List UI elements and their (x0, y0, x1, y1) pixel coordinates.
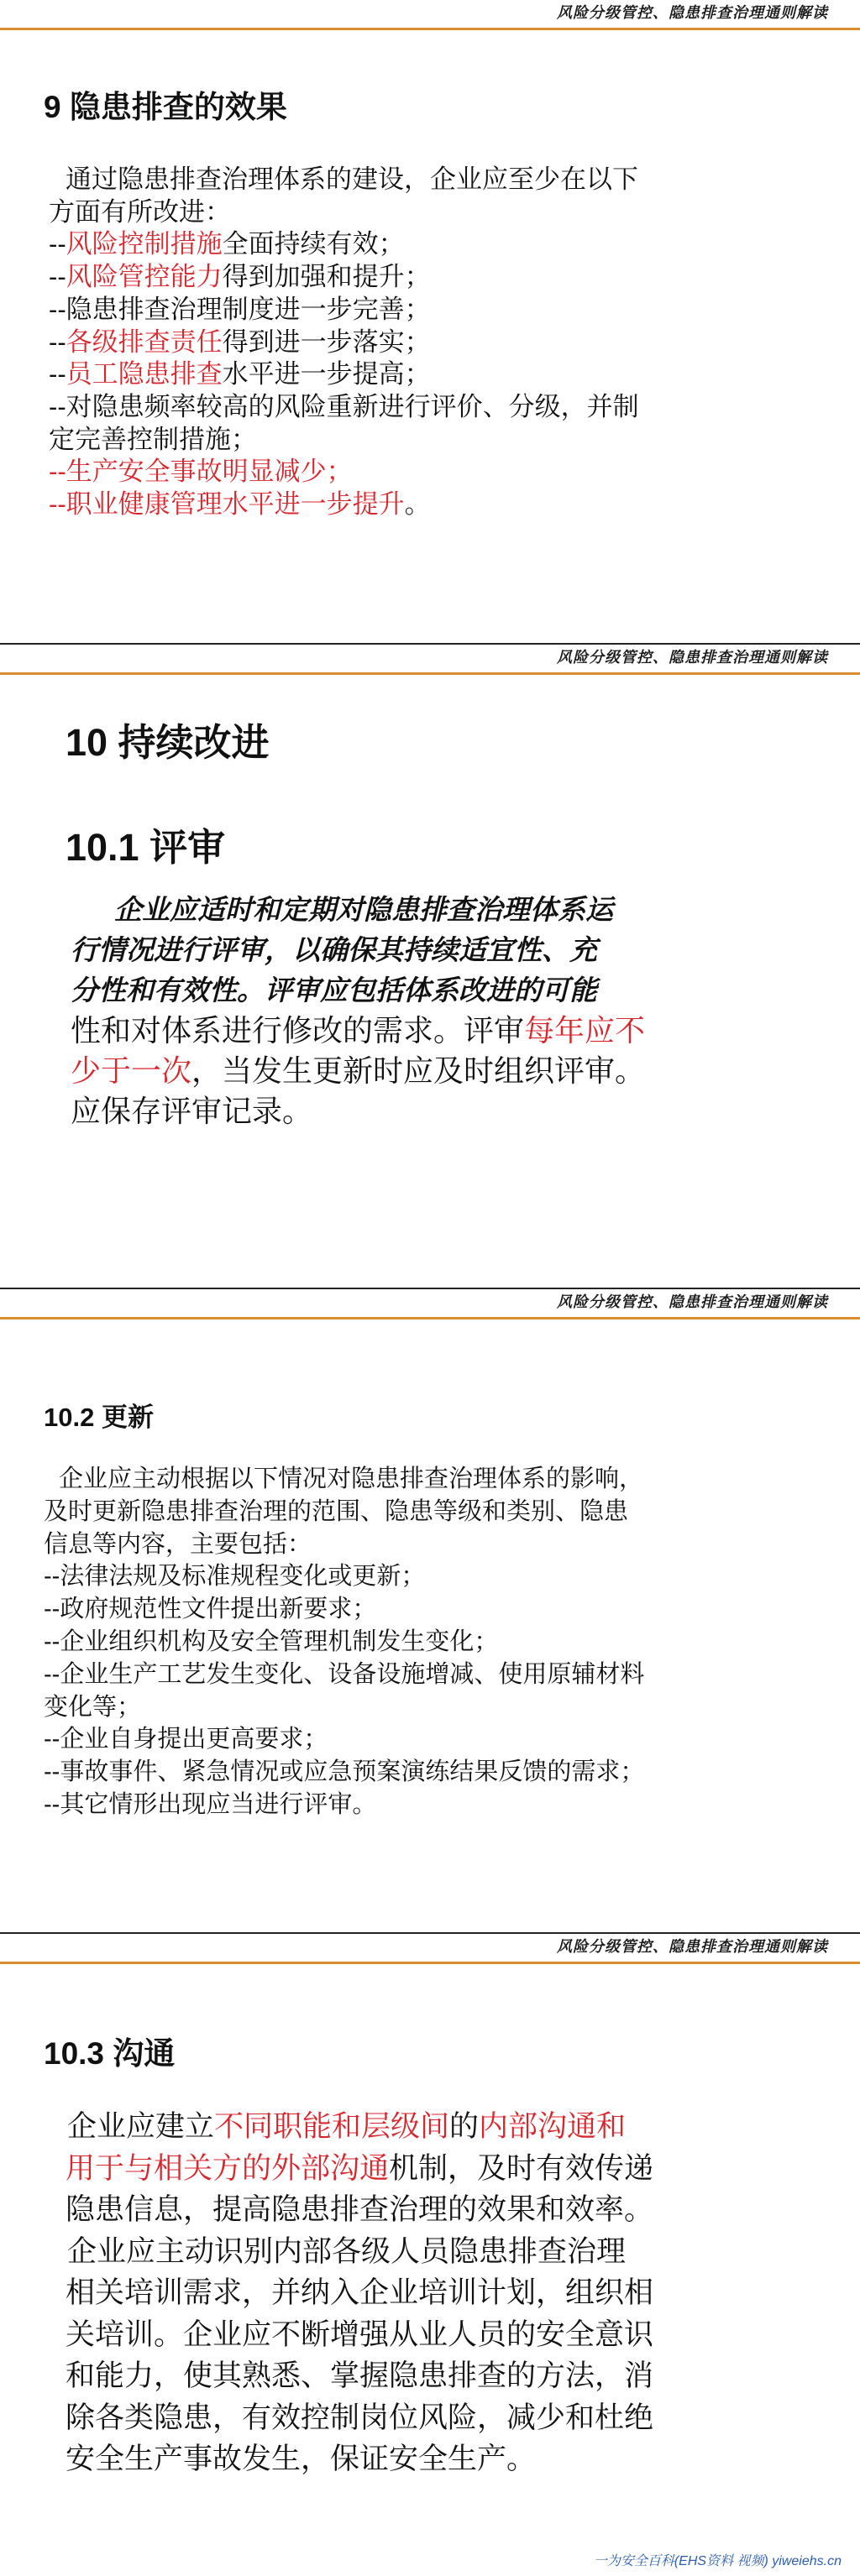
highlight-text: --生产安全事故明显减少； (49, 457, 353, 487)
slide-2 (0, 645, 860, 1289)
section-title: 10.3 沟通 (44, 2036, 176, 2071)
plain-text: 应保存评审记录。 (71, 1094, 313, 1128)
plain-text: 变化等； (44, 1693, 142, 1721)
slide-3 (0, 1289, 860, 1934)
slide-1 (0, 0, 860, 645)
plain-text: 信息等内容，主要包括： (44, 1530, 312, 1558)
plain-text: --事故事件、紧急情况或应急预案演练结果反馈的需求； (44, 1758, 645, 1786)
text-line (49, 164, 639, 196)
slide-header: 风险分级管控、隐患排查治理通则解读 (0, 1289, 860, 1319)
text-line (71, 890, 645, 930)
slide-4 (0, 1934, 860, 2576)
plain-text: ，当发生更新时应及时组织评审。 (191, 1053, 646, 1088)
plain-text: 方面有所改进： (49, 196, 231, 227)
plain-text: --对隐患频率较高的风险重新进行评价、分级，并制 (49, 391, 639, 421)
plain-text: 的 (449, 2110, 480, 2143)
plain-text: 得到进一步落实； (222, 327, 431, 357)
text-line (66, 2355, 653, 2397)
section-title: 10 持续改进 (66, 721, 270, 764)
text-line (66, 2148, 653, 2190)
plain-text: -- (49, 327, 66, 357)
highlight-text: 员工隐患排查 (66, 359, 223, 389)
plain-text: 企业应主动识别内部各级人员隐患排查治理 (67, 2234, 627, 2268)
text-line (66, 2397, 653, 2439)
body-text (44, 1463, 644, 1821)
text-line (66, 2438, 653, 2480)
text-line (66, 2231, 653, 2273)
text-line (49, 228, 639, 261)
highlight-text: 每年应不 (524, 1013, 646, 1048)
text-line (49, 391, 639, 424)
plain-text: 得到加强和提升； (222, 262, 431, 292)
plain-text: --企业自身提出更高要求； (44, 1726, 328, 1753)
plain-text: 安全生产事故发生，保证安全生产。 (66, 2443, 537, 2475)
plain-text: 通过隐患排查治理体系的建设，企业应至少在以下 (66, 165, 638, 194)
text-line (71, 1091, 645, 1131)
highlight-text: --职业健康管理水平进一步提升 (49, 489, 405, 520)
highlight-text: 风险控制措施 (66, 229, 223, 259)
body-text (49, 164, 639, 521)
highlight-text: 内部沟通和 (479, 2110, 627, 2143)
text-line (66, 2189, 653, 2231)
plain-text: 分性和有效性。评审应包括体系改进的可能 (71, 974, 597, 1006)
text-line (44, 1463, 644, 1496)
plain-text: 隐患信息，提高隐患排查治理的效果和效率。 (66, 2193, 654, 2226)
text-line (66, 2106, 653, 2148)
plain-text: --企业组织机构及安全管理机制发生变化； (44, 1628, 499, 1655)
text-line (66, 2272, 653, 2314)
plain-text: 行情况进行评审，以确保其持续适宜性、充 (71, 933, 597, 966)
plain-text: 相关培训需求，并纳入企业培训计划，组织相 (66, 2276, 654, 2309)
plain-text: 。 (404, 489, 431, 520)
plain-text: 定完善控制措施； (49, 424, 257, 454)
plain-text: --其它情形出现应当进行评审。 (44, 1790, 377, 1818)
section-title: 10.2 更新 (44, 1403, 154, 1432)
text-line (71, 970, 645, 1011)
plain-text: -- (49, 262, 66, 292)
text-line (49, 358, 639, 391)
text-line (44, 1691, 644, 1724)
text-line (44, 1593, 644, 1626)
plain-text: --隐患排查治理制度进一步完善； (49, 294, 431, 324)
plain-text: 性和对体系进行修改的需求。评审 (71, 1013, 525, 1048)
text-line (44, 1528, 644, 1561)
plain-text: 除各类隐患，有效控制岗位风险，减少和杜绝 (66, 2401, 654, 2434)
plain-text: 企业应建立 (67, 2110, 215, 2143)
plain-text: --企业生产工艺发生变化、设备设施增减、使用原辅材料 (44, 1660, 645, 1688)
section-subtitle: 10.1 评审 (66, 826, 226, 869)
plain-text: 机制，及时有效传递 (389, 2151, 654, 2185)
text-line (49, 261, 639, 294)
body-text (66, 2106, 653, 2480)
section-title: 9 隐患排查的效果 (44, 90, 287, 124)
text-line (44, 1626, 644, 1659)
text-line (71, 930, 645, 970)
highlight-text: 风险管控能力 (66, 262, 223, 292)
text-line (66, 2314, 653, 2356)
text-line (49, 196, 639, 229)
highlight-text: 用于与相关方的外部沟通 (66, 2151, 390, 2185)
text-line (71, 1011, 645, 1051)
plain-text: -- (49, 229, 66, 259)
text-line (44, 1723, 644, 1756)
text-line (44, 1756, 644, 1789)
slide-header: 风险分级管控、隐患排查治理通则解读 (0, 0, 860, 30)
highlight-text: 少于一次 (71, 1053, 192, 1088)
text-line (49, 294, 639, 327)
plain-text: --法律法规及标准规程变化或更新； (44, 1563, 426, 1591)
slide-header: 风险分级管控、隐患排查治理通则解读 (0, 1934, 860, 1964)
body-text (71, 890, 645, 1131)
plain-text: --政府规范性文件提出新要求； (44, 1596, 377, 1623)
text-line (49, 424, 639, 457)
plain-text: 企业应适时和定期对隐患排查治理体系运 (114, 893, 613, 926)
plain-text: 及时更新隐患排查治理的范围、隐患等级和类别、隐患 (44, 1497, 629, 1525)
slide-header: 风险分级管控、隐患排查治理通则解读 (0, 645, 860, 675)
text-line (44, 1789, 644, 1821)
plain-text: 全面持续有效； (222, 229, 405, 259)
highlight-text: 各级排查责任 (66, 327, 223, 357)
text-line (49, 456, 639, 489)
plain-text: 企业应主动根据以下情况对隐患排查治理体系的影响， (59, 1466, 644, 1492)
footer-watermark: 一为安全百科(EHS资料 视频) yiweiehs.cn (593, 2554, 842, 2568)
plain-text: -- (49, 359, 66, 389)
plain-text: 水平进一步提高； (222, 359, 431, 389)
text-line (49, 327, 639, 359)
plain-text: 关培训。企业应不断增强从业人员的安全意识 (66, 2317, 654, 2351)
text-line (44, 1496, 644, 1528)
text-line (71, 1051, 645, 1091)
highlight-text: 不同职能和层级间 (214, 2110, 450, 2143)
text-line (49, 489, 639, 521)
text-line (44, 1659, 644, 1691)
text-line (44, 1560, 644, 1593)
plain-text: 和能力，使其熟悉、掌握隐患排查的方法，消 (66, 2359, 654, 2392)
